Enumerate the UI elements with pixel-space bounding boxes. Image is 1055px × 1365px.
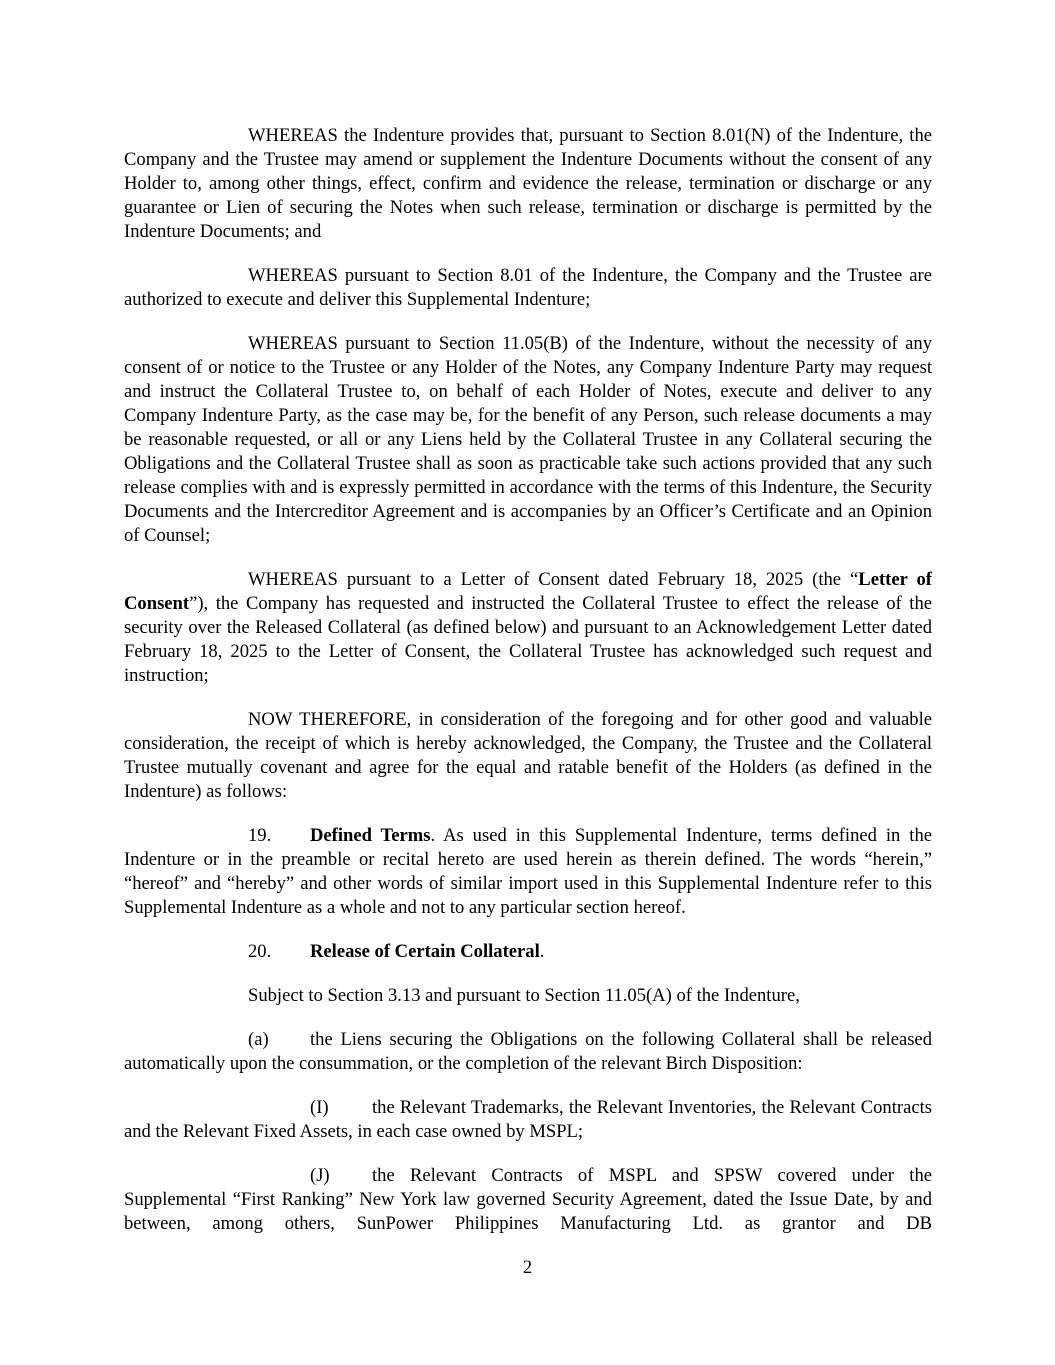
section-number: 20. <box>248 941 272 962</box>
document-page <box>124 124 932 1256</box>
clause-label: (J) <box>310 1165 330 1186</box>
section-title-suffix: . <box>539 941 545 962</box>
clause-a <box>124 1028 932 1076</box>
recital-section-11-05b: WHEREAS pursuant to Section 11.05(B) of the Indenture, without the necessity of any consent of or notice to the Trustee or any Holder of the Notes, any Company Indenture Party may request and instruct the Collateral Trustee to, on behalf of each Holder of Notes, execute and deliver to any Company Indenture Party, as the case may be, for the benefit of any Person, such release documents a may be reasonable requested, or all or any Liens held by the Collateral Trustee in any Collateral securing the Obligations and the Collateral Trustee shall as soon as practicable take such actions provided that any such release complies with and is expressly permitted in accordance with the terms of this Indenture, the Security Documents and the Intercreditor Agreement and is accompanies by an Officer’s Certificate and an Opinion of Counsel; <box>124 333 932 546</box>
section-number: 19. <box>248 825 272 846</box>
section-title: Release of Certain Collateral <box>310 941 540 962</box>
clause-label: (I) <box>310 1097 329 1118</box>
clause-text: the Relevant Trademarks, the Relevant Inventories, the Relevant Contracts and the Relevant Fixed Assets, in each case owned by MSPL; <box>124 1097 932 1142</box>
section-20-intro: Subject to Section 3.13 and pursuant to Section 11.05(A) of the Indenture, <box>248 985 800 1006</box>
now-therefore-clause: NOW THEREFORE, in consideration of the foregoing and for other good and valuable consideration, the receipt of which is hereby acknowledged, the Company, the Trustee and the Collateral Trustee mutually covenant and agree for the equal and ratable benefit of the Holders (as defined in the Indenture) as follows: <box>124 709 932 802</box>
recital-section-8-01: WHEREAS pursuant to Section 8.01 of the Indenture, the Company and the Trustee are authorized to execute and deliver this Supplemental Indenture; <box>124 265 932 310</box>
section-20-heading <box>124 940 932 964</box>
section-title: Defined Terms <box>310 825 431 846</box>
recital-section-8-01n: WHEREAS the Indenture provides that, pursuant to Section 8.01(N) of the Indenture, the Company and the Trustee may amend or supplement the Indenture Documents without the consent of any Holder to, among other things, effect, confirm and evidence the release, termination or discharge or any guarantee or Lien of securing the Notes when such release, termination or discharge is permitted by the Indenture Documents; and <box>124 125 932 242</box>
clause-label: (a) <box>248 1029 269 1050</box>
clause-j <box>124 1164 932 1236</box>
recital-text: WHEREAS pursuant to a Letter of Consent dated February 18, 2025 (the “ <box>248 569 859 590</box>
section-body: . As used in this Supplemental Indenture, terms defined in the Indenture or in the preamble or recital hereto are used herein as therein defined. The words “herein,” “hereof” and “hereby” and other words of similar import used in this Supplemental Indenture refer to this Supplemental Indenture as a whole and not to any particular section hereof. <box>124 825 933 918</box>
section-19-defined-terms <box>124 824 932 920</box>
recital-text: ”), the Company has requested and instructed the Collateral Trustee to effect the release of the security over the Released Collateral (as defined below) and pursuant to an Acknowledgement Letter dated February 18, 2025 to the Letter of Consent, the Collateral Trustee has acknowledged such request and instruction; <box>124 593 932 686</box>
clause-text: the Relevant Contracts of MSPL and SPSW covered under the Supplemental “First Ranking” New York law governed Security Agreement, dated the Issue Date, by and between, among others, SunPower Philippines Manufacturing Ltd. as grantor and DB <box>124 1165 932 1234</box>
page-number: 2 <box>522 1257 533 1278</box>
clause-i <box>124 1096 932 1144</box>
clause-text: the Liens securing the Obligations on the following Collateral shall be released automatically upon the consummation, or the completion of the relevant Birch Disposition: <box>124 1029 932 1074</box>
defined-term-letter-of-consent: Letter of Consent <box>124 569 932 614</box>
recital-letter-of-consent <box>124 568 932 688</box>
